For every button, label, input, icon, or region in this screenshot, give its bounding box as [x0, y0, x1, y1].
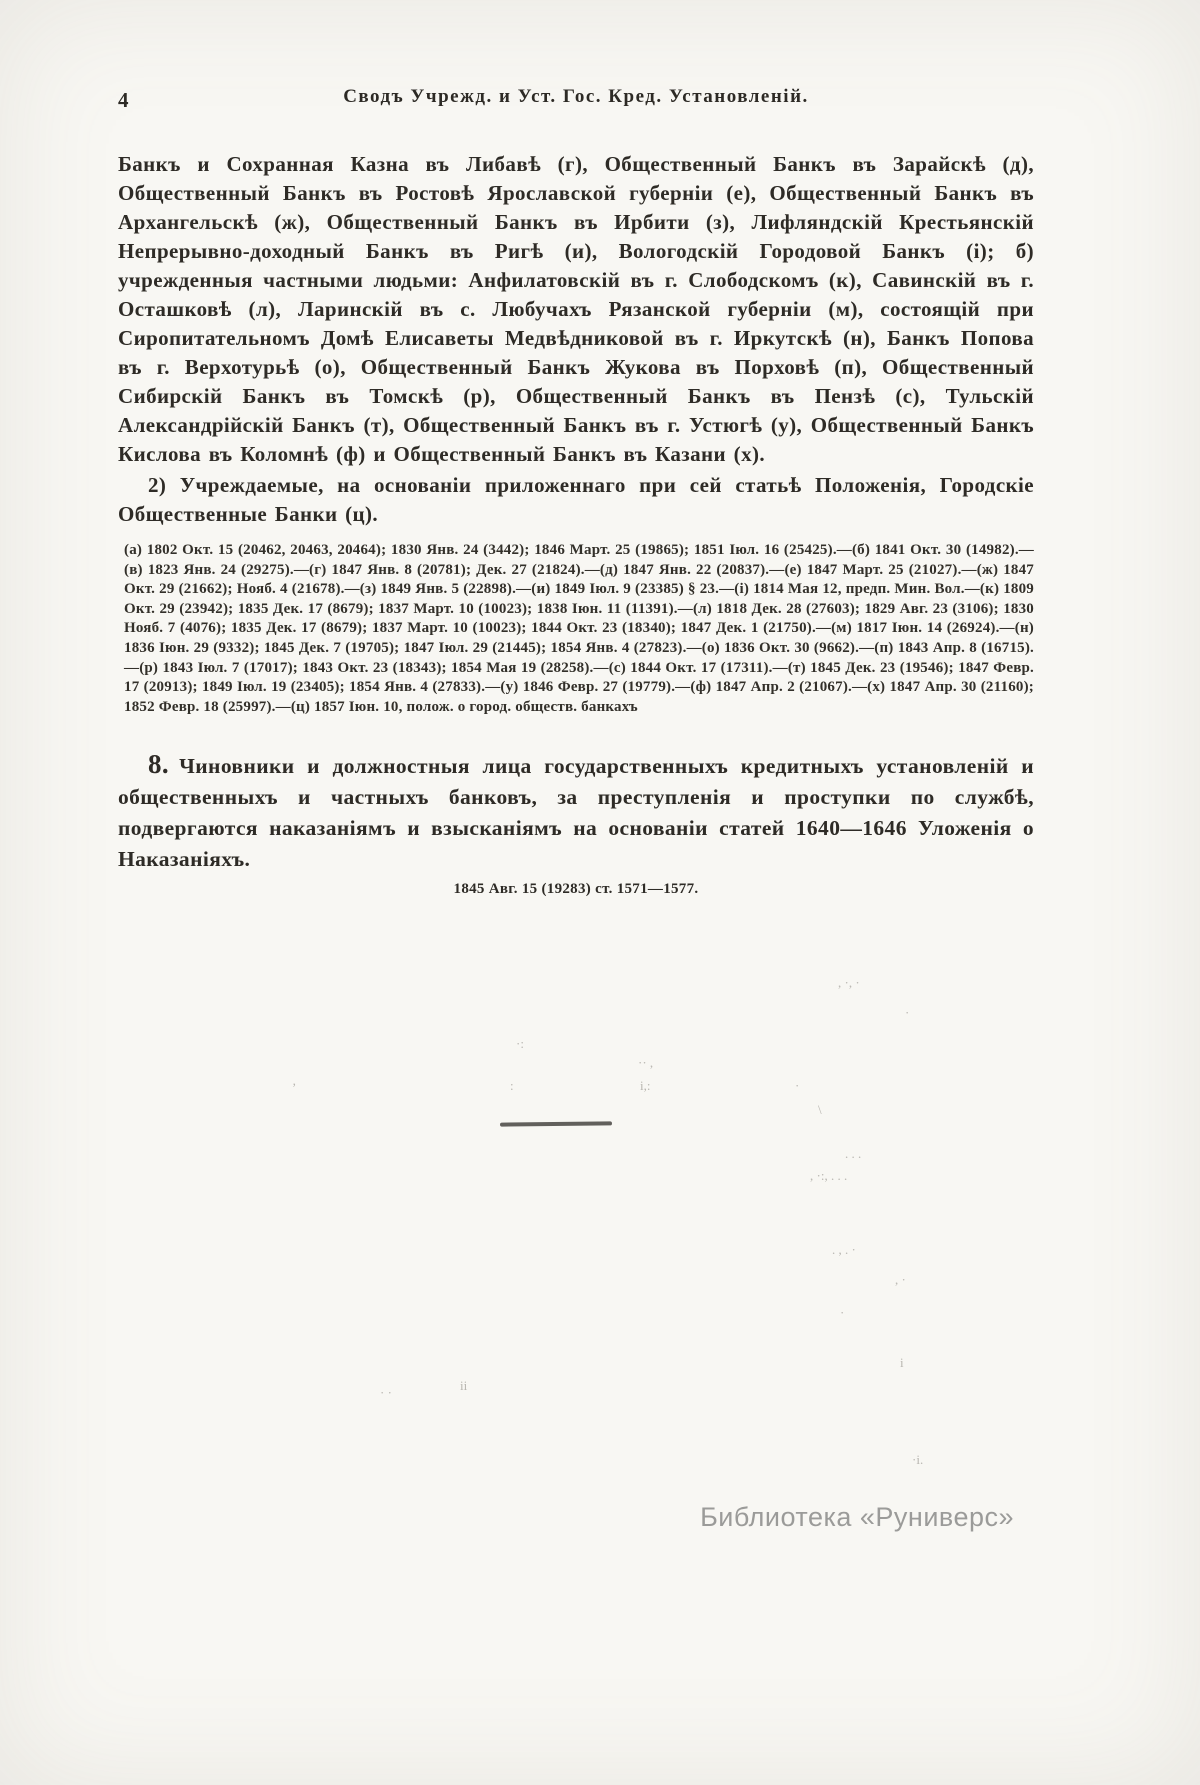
scan-artifact: , · [895, 1272, 906, 1287]
scan-artifact: · [795, 1078, 800, 1093]
scan-artifact: i,: [640, 1078, 651, 1093]
footnotes-block: (а) 1802 Окт. 15 (20462, 20463, 20464); 1830 Янв. 24 (3442); 1846 Март. 25 (19865); 1851 Іюл. 16 (25425).—(б) 1841 Окт. 30 (14982).—(в) 1823 Янв. 24 (29275).—(г) 1847 Янв. 8 (20781); Дек. 27 (21824).—(д) 1847 Янв. 22 (20837).—(е) 1847 Март. 25 (21027).—(ж) 1847 Окт. 29 (21662); Нояб. 4 (21678).—(з) 1849 Янв. 5 (22898).—(и) 1849 Іюл. 9 (23385) § 23.—(і) 1814 Мая 12, предп. Мин. Вол.—(к) 1809 Окт. 29 (23942); 1835 Дек. 17 (8679); 1837 Март. 10 (10023); 1838 Іюн. 11 (11391).—(л) 1818 Дек. 28 (27603); 1829 Авг. 23 (3106); 1830 Нояб. 7 (4076); 1835 Дек. 17 (8679); 1837 Март. 10 (10023); 1844 Окт. 23 (18340); 1847 Дек. 1 (21750).—(м) 1817 Іюн. 14 (26924).—(н) 1836 Іюн. 29 (9332); 1845 Дек. 7 (19705); 1847 Іюл. 29 (21445); 1854 Янв. 4 (27823).—(о) 1836 Окт. 30 (9662).—(п) 1843 Апр. 8 (16715).—(р) 1843 Іюл. 7 (17017); 1843 Окт. 23 (18343); 1854 Мая 19 (28258).—(с) 1844 Окт. 17 (17311).—(т) 1845 Дек. 23 (19546); 1847 Февр. 17 (20913); 1849 Іюл. 19 (23405); 1854 Янв. 4 (27833).—(у) 1846 Февр. 27 (19779).—(ф) 1847 Апр. 2 (21067).—(х) 1847 Апр. 30 (21160); 1852 Февр. 18 (25997).—(ц) 1857 Іюн. 10, полож. о город. обществ. банкахъ [124, 542, 1034, 715]
running-title: Сводъ Учрежд. и Уст. Гос. Кред. Установленій. [343, 86, 809, 107]
scan-artifact: · [905, 1005, 910, 1020]
paragraph-item-2: 2) Учреждаемые, на основаніи приложеннаго при сей статьѣ Положенія, Городскіе Общественные Банки (ц). [118, 473, 1034, 526]
scan-artifact: ·i. [912, 1452, 924, 1467]
library-watermark: Библиотека «Руниверс» [700, 1502, 1014, 1532]
article-8-citation: 1845 Авг. 15 (19283) ст. 1571—1577. [453, 881, 699, 898]
scan-artifact: \ [818, 1102, 822, 1117]
article-8-text: Чиновники и должностныя лица государственныхъ кредитныхъ установленій и общественныхъ и частныхъ банковъ, за преступленія и проступки по службѣ, подвергаются наказаніямъ и взысканіямъ на основаніи статей 1640—1646 Уложенія о Наказаніяхъ. [118, 754, 1034, 872]
scan-artifact: ’ [292, 1080, 297, 1095]
scan-artifact: i [900, 1355, 904, 1370]
scan-artifact: . , . · [832, 1242, 856, 1257]
scan-artifact: . . . [845, 1146, 862, 1161]
scan-artifact: · [840, 1305, 845, 1320]
article-8 [118, 749, 1034, 875]
scan-artifact: , ·:, . . . [810, 1168, 848, 1183]
paragraph-banks-list: Банкъ и Сохранная Казна въ Либавѣ (г), Общественный Банкъ въ Зарайскѣ (д), Общественный Банкъ въ Ростовѣ Ярославской губерніи (е), Общественный Банкъ въ Архангельскѣ (ж), Общественный Банкъ въ Ирбити (з), Лифляндскій Крестьянскій Непрерывно-доходный Банкъ въ Ригѣ (и), Вологодскій Городовой Банкъ (і); б) учрежденныя частными людьми: Анфилатовскій въ г. Слободскомъ (к), Савинскій въ г. Осташковѣ (л), Ларинскій въ с. Любучахъ Рязанской губерніи (м), состоящій при Сиропитательномъ Домѣ Елисаветы Медвѣдниковой въ г. Иркутскѣ (н), Банкъ Попова въ г. Верхотурьѣ (о), Общественный Банкъ Жукова въ Порховѣ (п), Общественный Сибирскій Банкъ въ Томскѣ (р), Общественный Банкъ въ Пензѣ (с), Тульскій Александрійскій Банкъ (т), Общественный Банкъ въ г. Устюгѣ (у), Общественный Банкъ Кислова въ Коломнѣ (ф) и Общественный Банкъ въ Казани (х). [118, 152, 1034, 466]
page-number: 4 [118, 88, 129, 112]
scan-artifact: , ·, · [838, 975, 860, 990]
article-8-number: 8. [148, 749, 170, 780]
text-block [118, 86, 1034, 898]
scan-artifact: ii [460, 1378, 468, 1393]
scan-artifact: ·· , [638, 1055, 654, 1070]
scan-artifact: ·: [516, 1036, 524, 1051]
page-header [118, 86, 1034, 120]
scan-artifact: : [510, 1078, 514, 1093]
scan-artifact-streak [500, 1121, 612, 1126]
scan-artifact: · · [380, 1385, 392, 1400]
